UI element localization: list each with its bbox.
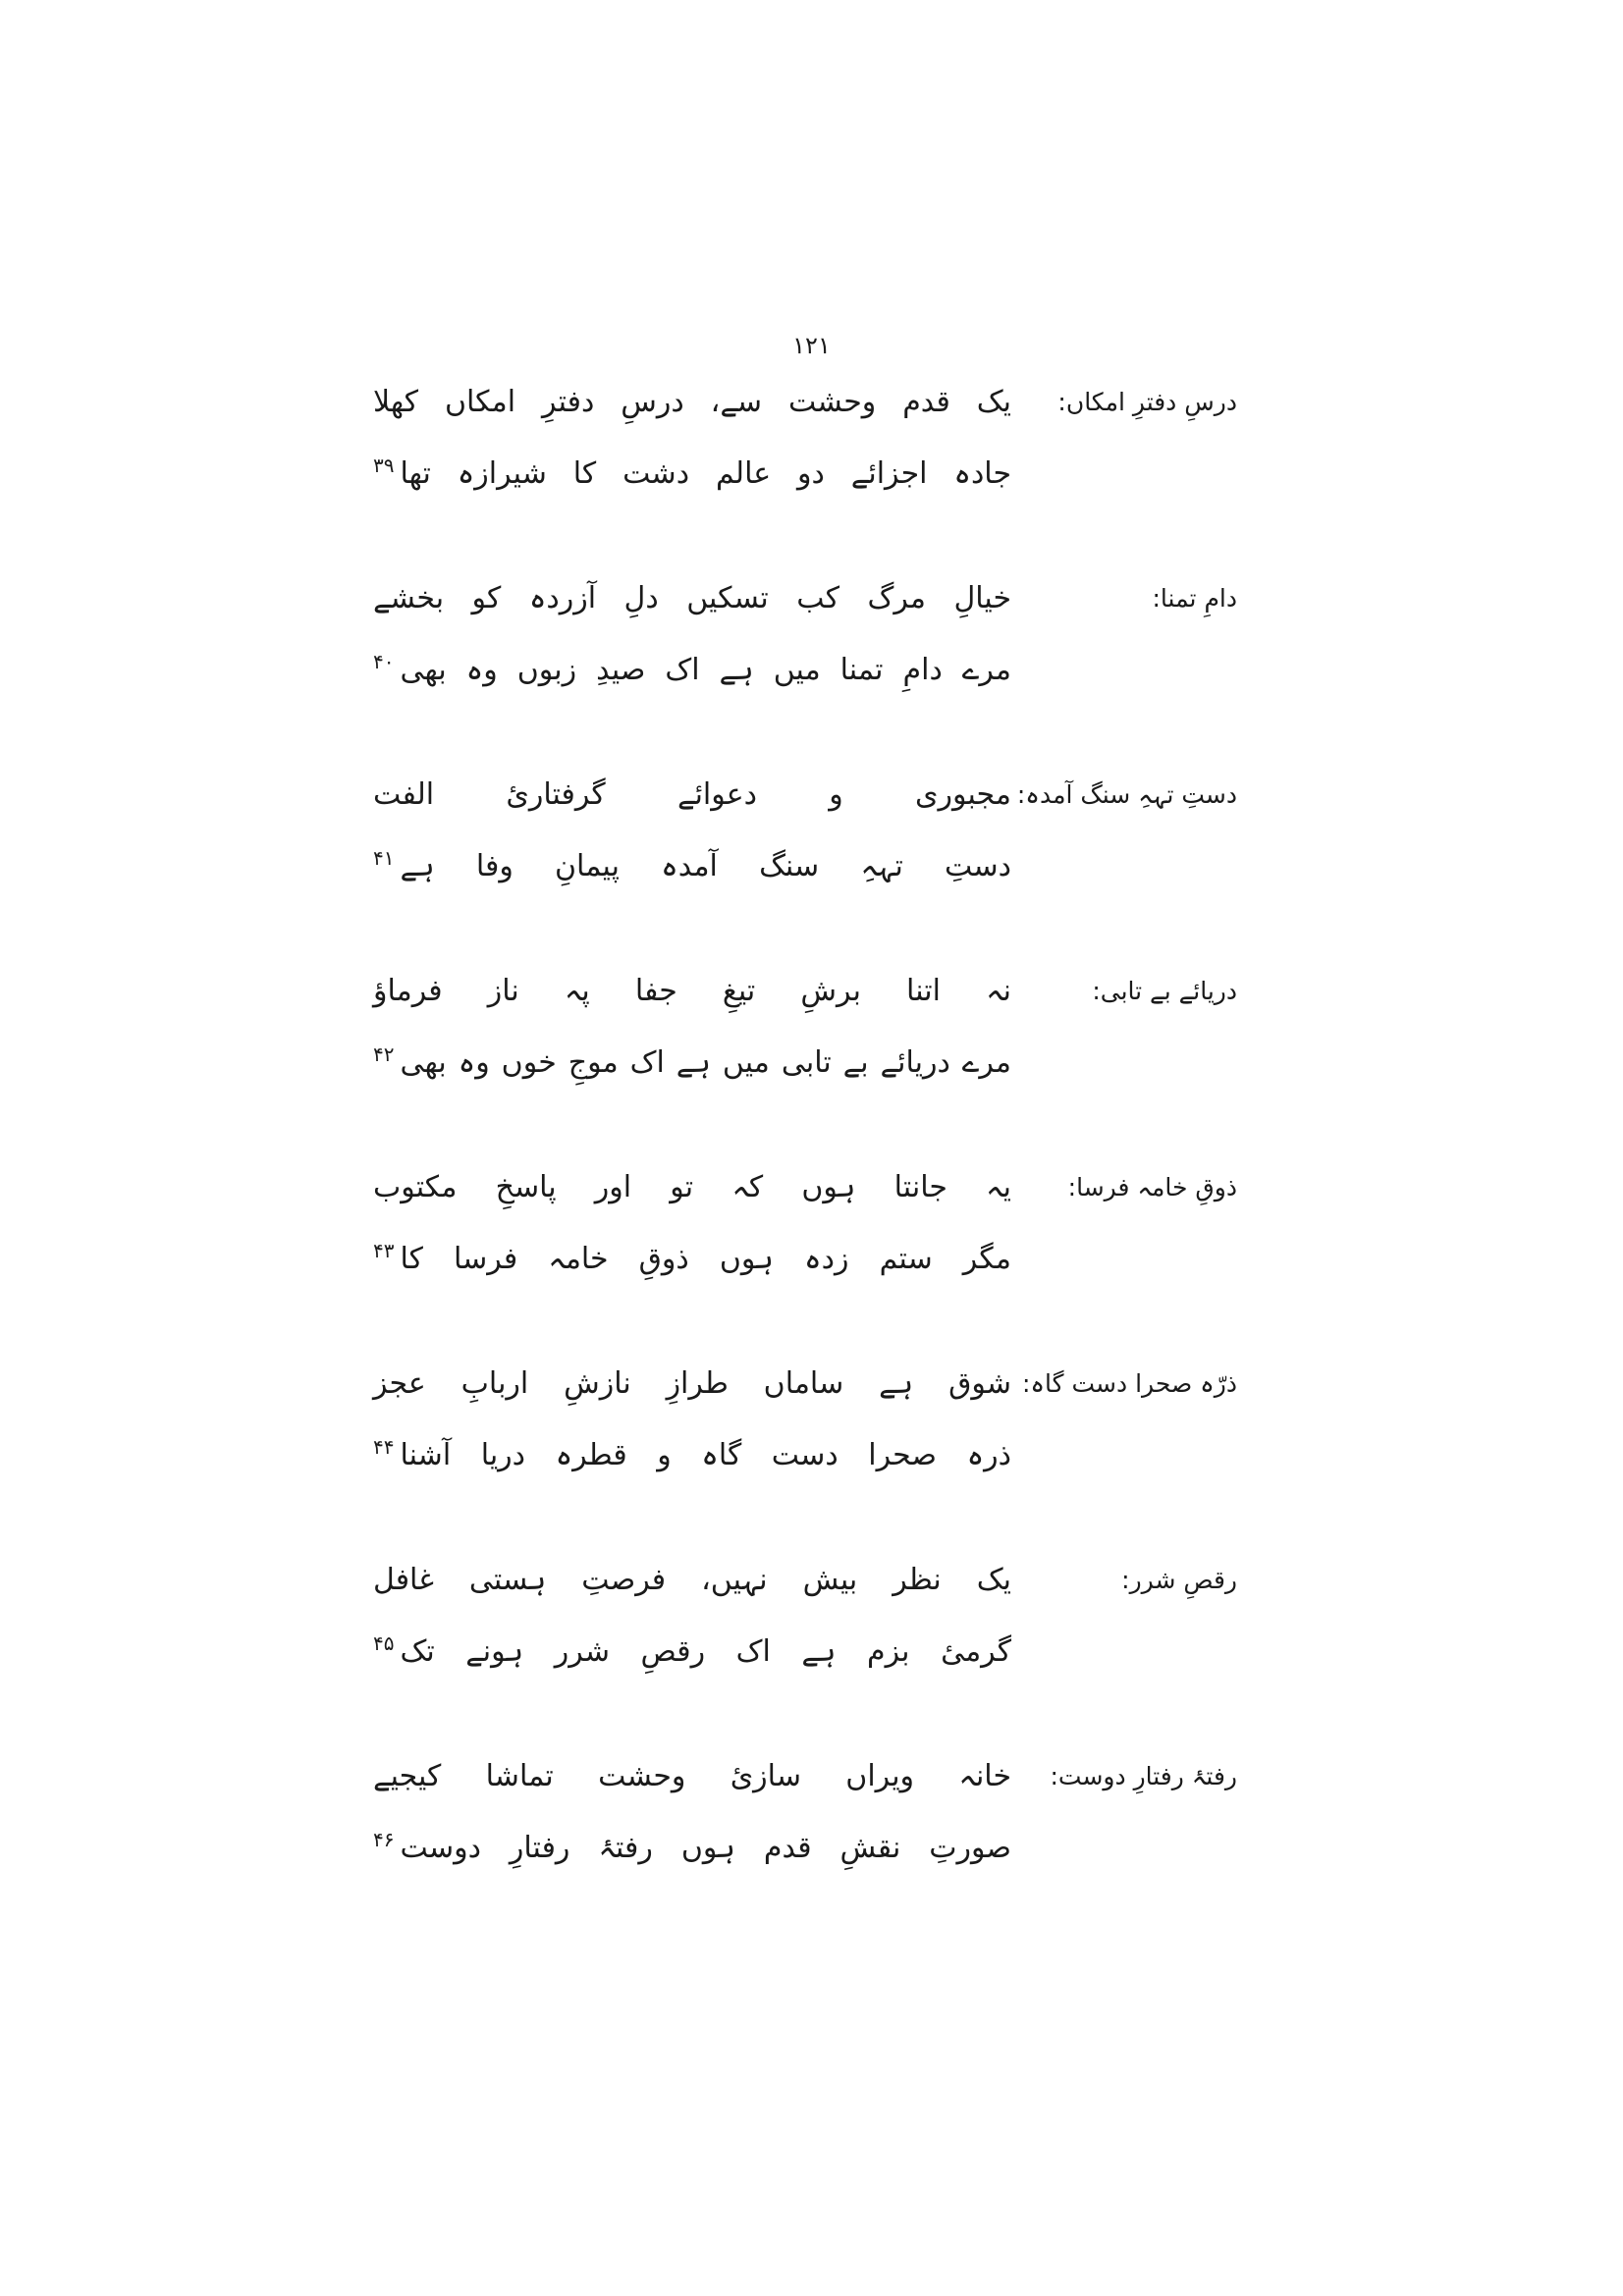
verse-line-2 — [373, 640, 1011, 692]
verse-line-2 — [373, 1622, 1011, 1674]
verse-text: جادہ اجزائے دو عالم دشت کا شیرازہ تھا — [400, 456, 1011, 491]
verse-line-2 — [373, 1425, 1011, 1477]
glossary-entry — [373, 774, 1237, 970]
verse-line-1: خانہ ویراں سازیٔ وحشت تماشا کیجیے — [373, 1759, 1011, 1793]
verse-text: گرمیٔ بزم ہے اک رقصِ شرر ہونے تک — [400, 1634, 1011, 1669]
verse-text: مرے دریائے بے تابی میں ہے اک موجِ خوں وہ بھی — [400, 1045, 1011, 1080]
verse-line-1: یہ جانتا ہوں کہ تو اور پاسخِ مکتوب — [373, 1170, 1011, 1204]
verse-line-2 — [373, 1229, 1011, 1281]
entry-term: دستِ تہہِ سنگ آمدہ: — [1016, 780, 1237, 809]
entry-term: ذرّہ صحرا دست گاہ: — [1021, 1369, 1237, 1398]
verse-line-1: نہ اتنا برشِ تیغِ جفا پہ ناز فرماؤ — [373, 974, 1011, 1008]
verse-line-2 — [373, 444, 1011, 496]
verse-line-1: مجبوری و دعوائے گرفتاریٔ الفت — [373, 777, 1011, 812]
verse-text: دستِ تہہِ سنگ آمدہ پیمانِ وفا ہے — [400, 849, 1011, 883]
verse-text: ذرہ صحرا دست گاہ و قطرہ دریا آشنا — [400, 1438, 1011, 1472]
footnote-ref: ۴۴ — [373, 1435, 395, 1459]
glossary-entry — [373, 970, 1237, 1166]
footnote-ref: ۴۶ — [373, 1828, 395, 1851]
verse-text: مگر ستم زدہ ہوں ذوقِ خامہ فرسا کا — [400, 1242, 1011, 1276]
entry-term: رفتۂ رفتارِ دوست: — [1050, 1762, 1237, 1790]
footnote-ref: ۳۹ — [373, 454, 395, 477]
entry-term: دامِ تمنا: — [1152, 584, 1237, 613]
verse-text: مرے دامِ تمنا میں ہے اک صیدِ زبوں وہ بھی — [400, 653, 1011, 687]
verse-line-1: یک قدم وحشت سے، درسِ دفترِ امکاں کھلا — [373, 385, 1011, 419]
verse-text: صورتِ نقشِ قدم ہوں رفتۂ رفتارِ دوست — [400, 1831, 1011, 1865]
verse-line-1: خیالِ مرگ کب تسکیں دلِ آزردہ کو بخشے — [373, 581, 1011, 615]
entry-term: درسِ دفترِ امکاں: — [1057, 388, 1237, 416]
verse-line-1: شوق ہے ساماں طرازِ نازشِ اربابِ عجز — [373, 1366, 1011, 1401]
footnote-ref: ۴۵ — [373, 1631, 395, 1655]
verse-line-2 — [373, 836, 1011, 888]
glossary-entries — [373, 381, 1237, 1951]
entry-term: دریائے بے تابی: — [1092, 977, 1237, 1005]
footnote-ref: ۴۰ — [373, 650, 395, 673]
footnote-ref: ۴۲ — [373, 1042, 395, 1066]
glossary-entry — [373, 1755, 1237, 1951]
verse-line-2 — [373, 1818, 1011, 1870]
entry-term: ذوقِ خامہ فرسا: — [1067, 1173, 1237, 1201]
glossary-entry — [373, 1362, 1237, 1559]
glossary-entry — [373, 1166, 1237, 1362]
footnote-ref: ۴۱ — [373, 846, 395, 870]
glossary-entry — [373, 1559, 1237, 1755]
verse-line-1: یک نظر بیش نہیں، فرصتِ ہستی غافل — [373, 1563, 1011, 1597]
page-number: ۱۲۱ — [792, 332, 831, 359]
entry-term: رقصِ شرر: — [1121, 1566, 1237, 1594]
glossary-entry — [373, 577, 1237, 774]
verse-line-2 — [373, 1033, 1011, 1085]
footnote-ref: ۴۳ — [373, 1239, 395, 1262]
glossary-entry — [373, 381, 1237, 577]
